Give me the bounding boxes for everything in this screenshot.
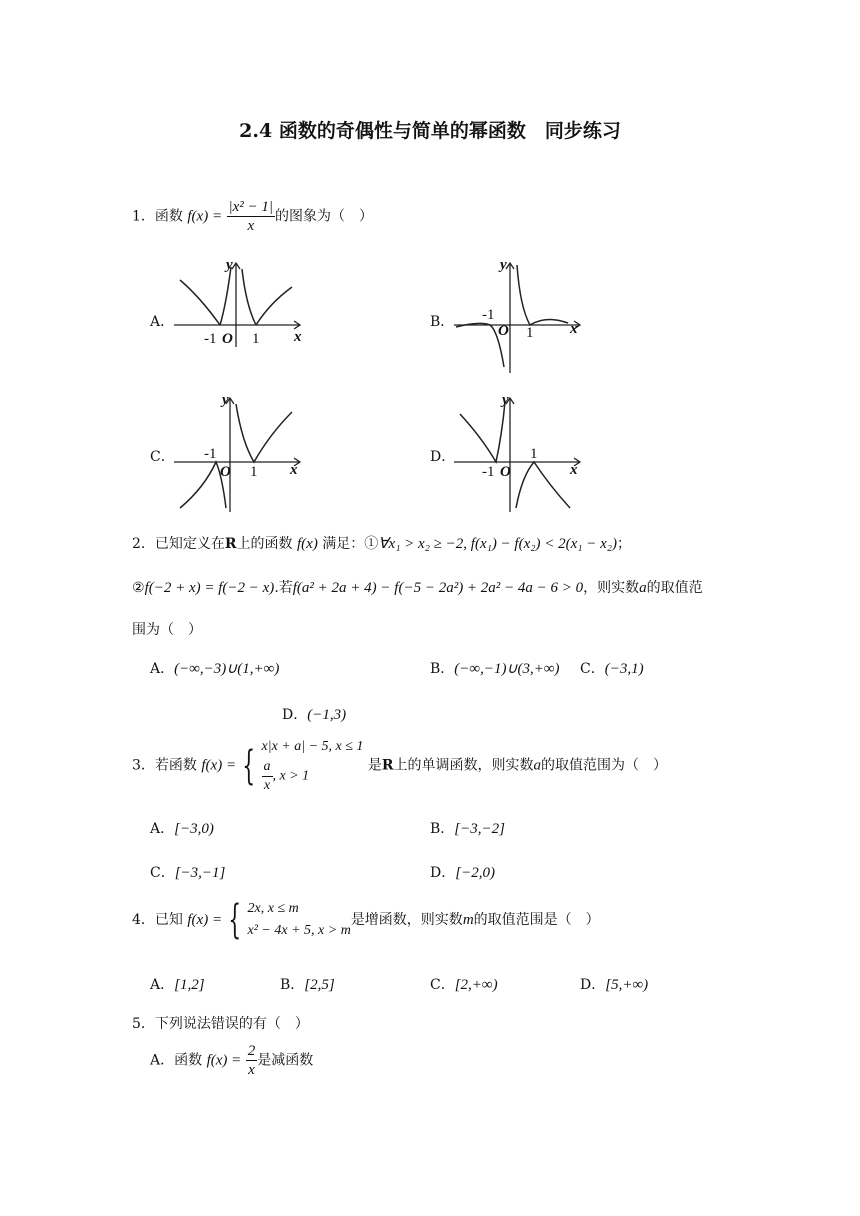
origin-label: O — [220, 464, 231, 480]
option-b-label: B． — [430, 314, 455, 330]
option-d-label: D． — [430, 449, 456, 465]
fraction-denominator: x — [247, 218, 255, 234]
y-axis-label: y — [222, 392, 229, 408]
piecewise-cases — [262, 736, 364, 795]
question-2-line-2 — [132, 578, 703, 598]
x-axis-label: x — [290, 462, 298, 478]
q3-option-d — [430, 862, 495, 882]
option-value: (−3,1) — [604, 661, 644, 677]
origin-label: O — [500, 464, 511, 480]
tick-one: 1 — [252, 331, 260, 347]
left-brace: { — [228, 897, 242, 943]
tick-neg-one: -1 — [482, 307, 495, 323]
question-text: 上的函数 — [236, 536, 293, 552]
question-text: 是 — [367, 757, 382, 774]
y-axis-label: y — [226, 257, 233, 273]
option-label: A． — [150, 977, 175, 993]
variable-m: m — [462, 912, 474, 928]
tick-neg-one: -1 — [204, 446, 217, 462]
question-2-line-3: 围为（ ） — [132, 622, 202, 638]
q2-option-b — [430, 658, 560, 678]
option-label: C． — [580, 661, 605, 677]
question-1-stem — [132, 198, 373, 235]
case-2 — [262, 758, 364, 795]
x-axis-label: x — [570, 462, 578, 478]
question-text: ② — [132, 580, 145, 596]
option-label: B． — [280, 977, 305, 993]
question-text: 函数 — [154, 208, 183, 225]
question-text: 是增函数，则实数 — [350, 912, 463, 928]
question-2-line-1 — [132, 534, 631, 554]
option-value: (−1,3) — [307, 707, 347, 723]
function-notation: f(x) — [297, 536, 318, 552]
fraction — [246, 1042, 258, 1079]
option-value: [−2,0) — [455, 865, 495, 881]
option-a-label: A． — [150, 314, 175, 330]
fraction-numerator: |x² − 1| — [228, 199, 274, 215]
option-value: [2,+∞) — [454, 977, 498, 993]
function-notation: f(x) = — [206, 1052, 242, 1069]
question-text: 若函数 — [154, 757, 197, 774]
option-label: D． — [580, 977, 606, 993]
option-label: D． — [282, 707, 308, 723]
option-label: A． — [150, 821, 175, 837]
q4-option-b — [280, 974, 335, 994]
q4-option-c — [430, 974, 498, 994]
option-value: [2,5] — [304, 977, 335, 993]
option-label: B． — [430, 661, 455, 677]
option-label: A． — [150, 661, 175, 677]
origin-label: O — [498, 323, 509, 339]
option-value: [1,2] — [174, 977, 205, 993]
graph-option-c — [170, 390, 310, 515]
question-3-stem — [132, 736, 667, 795]
graph-option-b — [450, 255, 590, 375]
q3-option-c — [150, 862, 225, 882]
option-text: 函数 — [174, 1052, 203, 1069]
option-label: C． — [150, 865, 175, 881]
fraction-numerator: 2 — [247, 1043, 256, 1059]
x-axis-label: x — [570, 321, 578, 337]
fraction-denominator: x — [248, 1062, 255, 1078]
q2-option-a — [150, 658, 279, 678]
tick-one: 1 — [530, 446, 538, 462]
option-value: [5,+∞) — [605, 977, 649, 993]
case-1: 2x, x ≤ m — [247, 901, 299, 916]
question-text: 上的单调函数，则实数 — [393, 757, 534, 774]
real-set-symbol: R — [224, 536, 237, 552]
tick-one: 1 — [250, 464, 258, 480]
x-axis-label: x — [294, 329, 302, 345]
fraction-denominator: x — [263, 778, 271, 793]
variable-a: a — [533, 757, 542, 774]
case-condition: , x > 1 — [272, 768, 310, 784]
case-1: x|x + a| − 5, x ≤ 1 — [261, 739, 364, 754]
question-number: 1． — [132, 208, 155, 225]
q4-option-a — [150, 974, 205, 994]
question-text: 的取值范 — [646, 580, 703, 596]
q2-option-c — [580, 658, 644, 678]
case-2: x² − 4x + 5, x > m — [247, 923, 351, 938]
question-number: 4． — [132, 912, 155, 928]
real-set-symbol: R — [381, 757, 394, 774]
left-brace: { — [242, 742, 256, 789]
condition-1: ∀x₁ > x₂ ≥ −2, f(x₁) − f(x₂) < 2(x₁ − x₂) — [378, 536, 617, 552]
q3-option-b — [430, 818, 505, 838]
question-text: 已知定义在 — [154, 536, 225, 552]
option-label: D． — [430, 865, 456, 881]
option-value: [−3,−1] — [174, 865, 226, 881]
option-label: B． — [430, 821, 455, 837]
question-text: 已知 — [154, 912, 183, 928]
option-value: [−3,−2] — [454, 821, 505, 837]
question-text: ，则实数 — [583, 580, 640, 596]
question-text: ； — [616, 536, 631, 552]
graph-option-a — [170, 255, 310, 350]
q2-option-d — [282, 704, 346, 724]
q3-option-a — [150, 818, 214, 838]
origin-label: O — [222, 331, 233, 347]
tick-neg-one: -1 — [204, 331, 217, 347]
function-notation: f(x) = — [187, 912, 223, 928]
fraction — [227, 198, 276, 235]
variable-a: a — [639, 580, 647, 596]
question-text: 的图象为（ ） — [275, 208, 374, 225]
y-axis-label: y — [500, 257, 507, 273]
question-text: 的取值范围为（ ） — [541, 757, 668, 774]
question-text: .若 — [274, 580, 293, 596]
piecewise-cases — [248, 898, 351, 942]
question-number: 2． — [132, 536, 155, 552]
y-axis-label: y — [502, 392, 509, 408]
question-5-stem — [132, 1014, 309, 1034]
tick-one: 1 — [526, 325, 534, 341]
question-text: 满足：① — [322, 536, 379, 552]
option-text: 是减函数 — [257, 1052, 314, 1069]
question-number: 3． — [132, 757, 155, 774]
option-c-label: C． — [150, 449, 175, 465]
condition-2: f(−2 + x) = f(−2 − x) — [144, 580, 275, 596]
option-label: A． — [150, 1052, 175, 1069]
question-text: 下列说法错误的有（ ） — [154, 1016, 309, 1032]
question-text: 的取值范围是（ ） — [473, 912, 600, 928]
question-4-stem — [132, 898, 600, 942]
fraction-numerator: a — [262, 758, 273, 777]
inequality: f(a² + 2a + 4) − f(−5 − 2a²) + 2a² − 4a − 6 > 0 — [292, 580, 584, 596]
q5-option-a — [150, 1042, 313, 1079]
graph-option-d — [450, 390, 590, 515]
option-value: (−∞,−1)∪(3,+∞) — [454, 661, 560, 677]
option-value: (−∞,−3)∪(1,+∞) — [174, 661, 280, 677]
question-number: 5． — [132, 1016, 155, 1032]
function-notation: f(x) = — [187, 208, 223, 225]
q4-option-d — [580, 974, 648, 994]
tick-neg-one: -1 — [482, 464, 495, 480]
page-title: 2.4 函数的奇偶性与简单的幂函数 同步练习 — [239, 120, 621, 142]
option-value: [−3,0) — [174, 821, 214, 837]
option-label: C． — [430, 977, 455, 993]
function-notation: f(x) = — [201, 757, 237, 774]
